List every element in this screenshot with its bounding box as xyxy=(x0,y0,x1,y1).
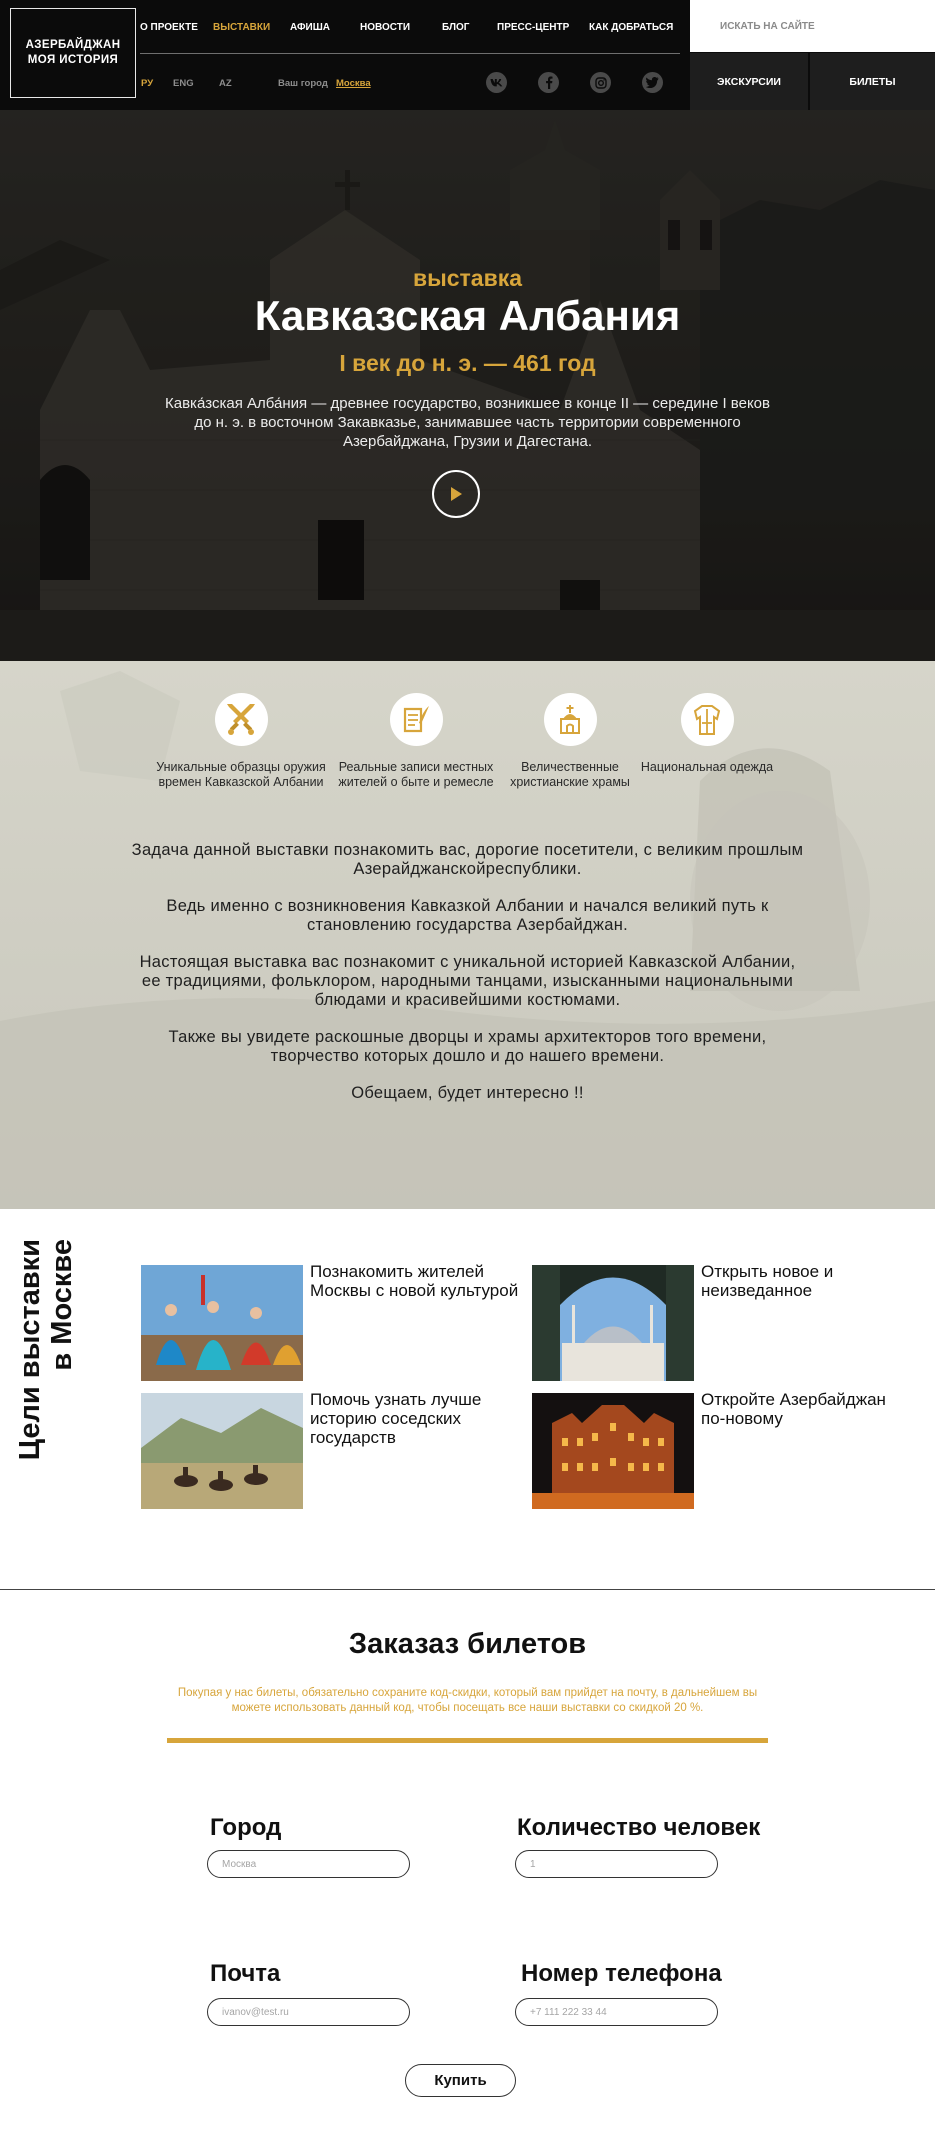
lang-eng[interactable]: ENG xyxy=(173,78,194,89)
ticket-order-section xyxy=(0,1592,935,2136)
logo-line-1: АЗЕРБАЙДЖАН xyxy=(25,39,121,51)
monastery-background-image xyxy=(0,110,935,661)
feature-clothing xyxy=(622,693,792,775)
feature-label: Реальные записи местных жителей о быте и ремесле xyxy=(338,760,494,789)
horse-riders-photo xyxy=(141,1393,303,1509)
city-field[interactable] xyxy=(207,1850,410,1878)
nav-item-exhibitions[interactable]: ВЫСТАВКИ xyxy=(213,22,271,33)
feature-weapons xyxy=(156,693,326,789)
feature-label: Национальная одежда xyxy=(640,760,774,774)
about-section xyxy=(0,661,935,1209)
goals-title-line-1: Цели выставки xyxy=(14,1239,46,1461)
city-label: Ваш город xyxy=(278,78,328,89)
play-icon xyxy=(449,486,463,502)
about-paragraph: Обещаем, будет интересно !! xyxy=(351,1084,584,1102)
search-placeholder: ИСКАТЬ НА САЙТЕ xyxy=(720,20,815,32)
palace-night-photo xyxy=(532,1393,694,1509)
feature-icon-circle xyxy=(390,693,443,746)
hero-description: Кавка́зская Алба́ния — древнее государство, возникшее в конце II — середине I веков до н. э. в восточном Закавказье, занимавшее часть территории современного Азербайджана, Грузии и Дагестана. xyxy=(165,395,770,450)
logo-line-2: МОЯ ИСТОРИЯ xyxy=(27,54,119,66)
nav-item-directions[interactable]: КАК ДОБРАТЬСЯ xyxy=(589,22,674,33)
nav-item-news[interactable]: НОВОСТИ xyxy=(360,22,411,33)
site-search-input[interactable] xyxy=(690,0,935,52)
goal-text: Откройте Азербайджан по-новому xyxy=(701,1390,886,1428)
site-logo[interactable] xyxy=(10,8,136,98)
main-nav xyxy=(140,22,675,38)
about-paragraph: Задача данной выставки познакомить вас, дорогие посетители, с великим прошлым Азерайджанскойреспублики. xyxy=(131,841,804,878)
feature-records xyxy=(331,693,501,789)
about-paragraph: Ведь именно с возникновения Кавказкой Албании и начался великий путь к становлению государства Азербайджан. xyxy=(166,897,769,934)
order-title: Заказаз билетов xyxy=(348,1628,587,1660)
feature-icon-circle xyxy=(215,693,268,746)
twitter-icon[interactable] xyxy=(642,72,663,93)
scroll-quill-icon xyxy=(399,703,433,737)
email-field-label: Почта xyxy=(210,1960,281,1987)
site-header xyxy=(0,0,935,110)
goal-text: Помочь узнать лучше историю соседских государств xyxy=(310,1390,482,1447)
nav-item-blog[interactable]: БЛОГ xyxy=(442,22,470,33)
order-note: Покупая у нас билеты, обязательно сохраните код-скидки, который вам прийдет на почту, в дальнейшем вы можете использовать данный код, чтобы посещать все наши выставки со скидкой 20 %. xyxy=(177,1687,758,1714)
facebook-icon[interactable] xyxy=(538,72,559,93)
goals-section xyxy=(0,1209,935,1591)
church-icon xyxy=(553,703,587,737)
robe-icon xyxy=(690,703,724,737)
feature-icon-circle xyxy=(681,693,734,746)
play-video-button[interactable] xyxy=(432,470,480,518)
phone-field[interactable] xyxy=(515,1998,718,2026)
buy-button[interactable]: Купить xyxy=(405,2064,516,2097)
section-divider xyxy=(0,1589,935,1590)
dancers-photo xyxy=(141,1265,303,1381)
excursions-button[interactable]: ЭКСКУРСИИ xyxy=(690,53,808,110)
mosque-photo xyxy=(532,1265,694,1381)
lang-az[interactable]: AZ xyxy=(219,78,232,89)
phone-field-label: Номер телефона xyxy=(521,1960,722,1987)
feature-icon-circle xyxy=(544,693,597,746)
goal-text: Открыть новое и неизведанное xyxy=(701,1262,834,1300)
about-text xyxy=(130,841,805,1121)
goals-title-line-2: в Москве xyxy=(46,1239,78,1371)
swords-icon xyxy=(224,703,258,737)
instagram-icon[interactable] xyxy=(590,72,611,93)
hero-period: I век до н. э. — 461 год xyxy=(339,350,596,376)
people-count-label: Количество человек xyxy=(517,1814,761,1841)
hero-section xyxy=(0,110,935,661)
email-field[interactable] xyxy=(207,1998,410,2026)
nav-item-about[interactable]: О ПРОЕКТЕ xyxy=(140,22,198,33)
hero-kicker: выставка xyxy=(412,265,523,291)
goal-text: Познакомить жителей Москвы с новой культурой xyxy=(310,1262,519,1300)
lang-ru[interactable]: РУ xyxy=(141,78,154,89)
goals-title xyxy=(14,1239,84,1479)
nav-item-press-center[interactable]: ПРЕСС-ЦЕНТР xyxy=(497,22,570,33)
vk-icon[interactable] xyxy=(486,72,507,93)
city-selector[interactable]: Москва xyxy=(336,78,371,89)
about-paragraph: Также вы увидете раскошные дворцы и храмы архитекторов того времени, творчество которых дошло и до нашего времени. xyxy=(168,1028,767,1065)
tickets-button[interactable]: БИЛЕТЫ xyxy=(810,53,935,110)
feature-label: Величественные христианские храмы xyxy=(510,760,630,789)
city-field-label: Город xyxy=(210,1814,282,1841)
nav-item-afisha[interactable]: АФИША xyxy=(290,22,330,33)
hero-title: Кавказская Албания xyxy=(254,292,681,339)
feature-label: Уникальные образцы оружия времен Кавказской Албании xyxy=(156,760,326,789)
accent-divider xyxy=(167,1738,768,1743)
nav-divider xyxy=(140,53,680,54)
about-paragraph: Настоящая выставка вас познакомит с уникальной историей Кавказской Албании, ее традициями, фольклором, народными танцами, изысканными национальными блюдами и красивейшими костюмами. xyxy=(139,953,796,1009)
people-count-field[interactable] xyxy=(515,1850,718,1878)
